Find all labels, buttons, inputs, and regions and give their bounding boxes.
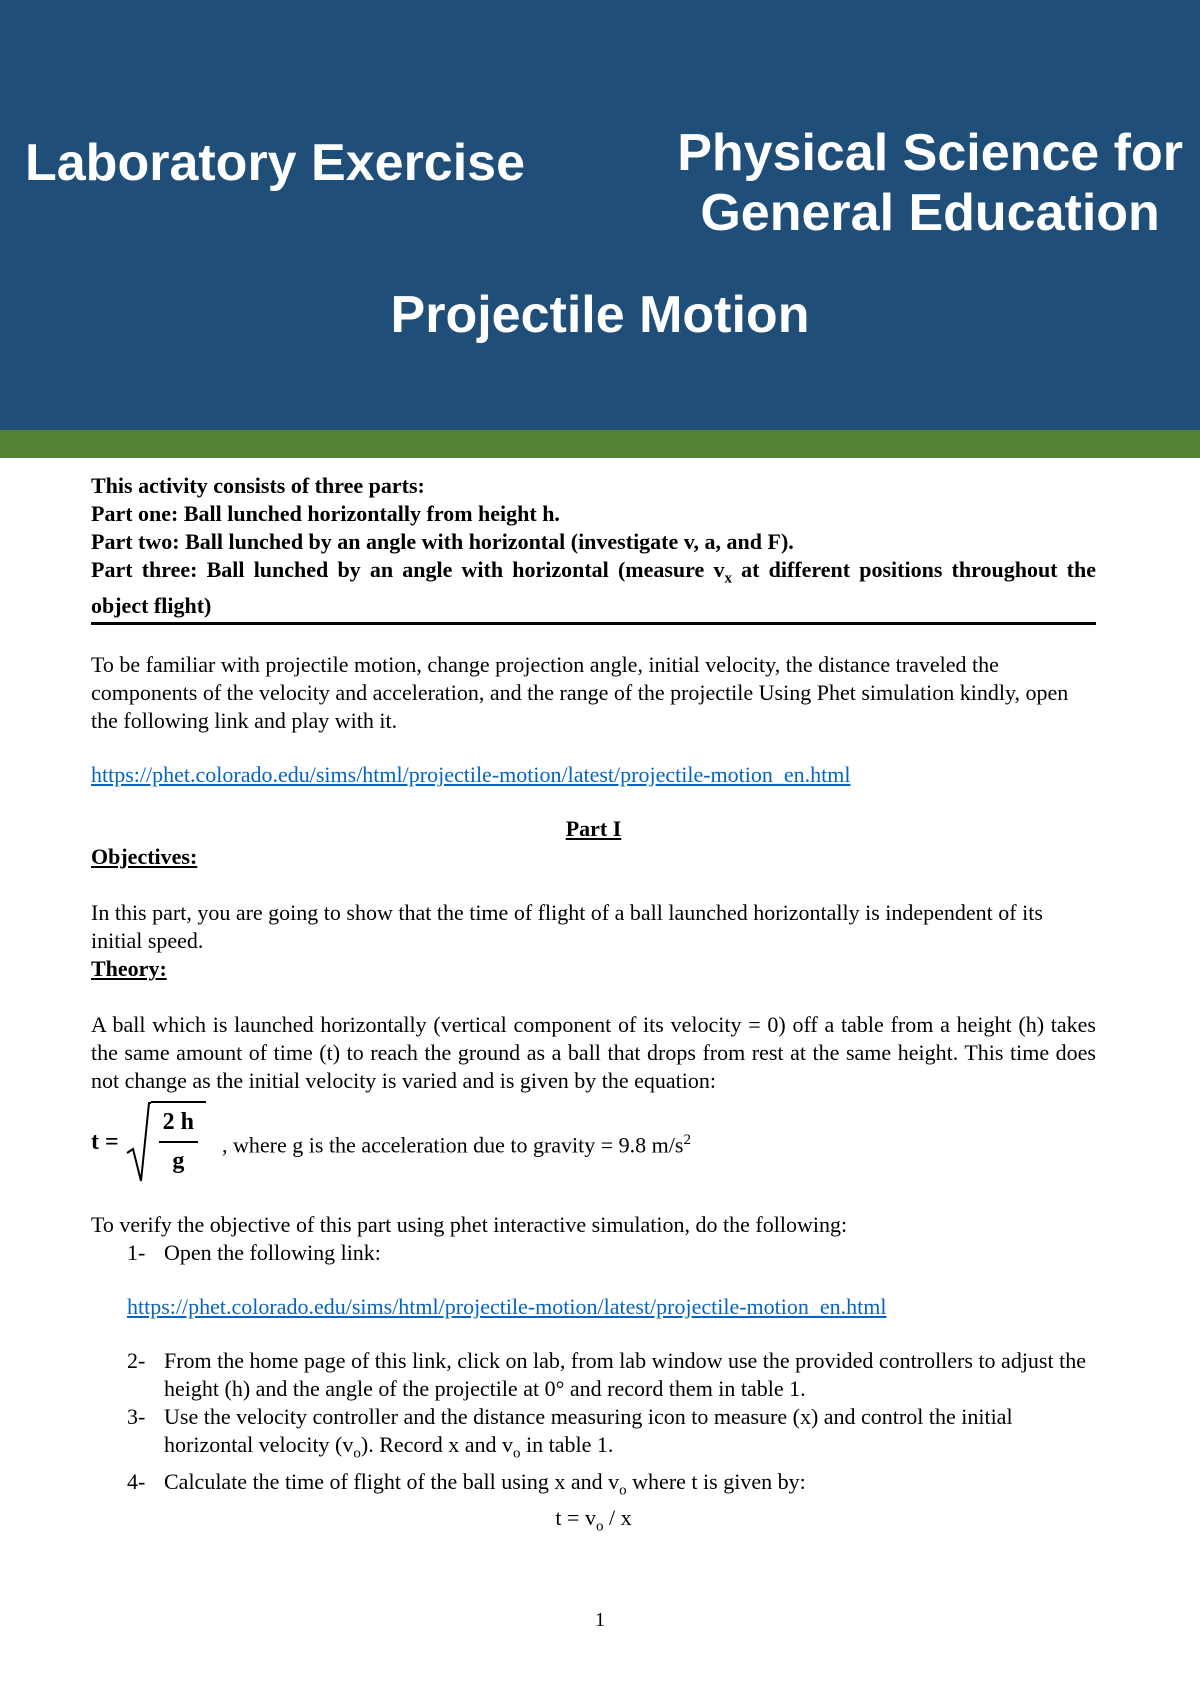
formula-lhs: t =	[91, 1129, 119, 1156]
section-divider	[91, 622, 1096, 625]
parts-overview	[91, 472, 1096, 620]
objectives-heading: Objectives:	[91, 844, 198, 870]
time-formula	[91, 1097, 1096, 1187]
topic-title: Projectile Motion	[390, 286, 810, 344]
step-4: 4- Calculate the time of flight of the ball using x and $v_o$ where t is given by:	[127, 1468, 806, 1499]
part-three-summary: Part three: Ball lunched by an angle with horizontal (measure $v_x$ at different positions throughout the object flight)	[91, 557, 1096, 619]
part-one-title: Part I	[565, 816, 622, 842]
step-2: 2- From the home page of this link, click on lab, from lab window use the provided controllers to adjust the height (h) and the angle of the projectile at 0° and record them in table 1.	[127, 1348, 1086, 1402]
procedure-steps-continued	[91, 1347, 1096, 1504]
sim-link-1[interactable]: https://phet.colorado.edu/sims/html/projectile-motion/latest/projectile-motion_en.html	[91, 762, 851, 788]
square-root	[125, 1101, 206, 1183]
accent-bar	[0, 430, 1200, 458]
formula-note: , where g is the acceleration due to gravity = 9.8 $m/s^2$	[222, 1131, 691, 1158]
course-title-line-1: Physical Science for	[677, 124, 1183, 182]
course-title-line-2: General Education	[700, 184, 1160, 242]
document-body	[91, 472, 1096, 1541]
formula-numerator: 2 h	[159, 1105, 198, 1143]
step-1: 1- Open the following link:	[127, 1240, 381, 1266]
familiar-paragraph: To be familiar with projectile motion, change projection angle, initial velocity, the distance traveled the components of the velocity and acceleration, and the range of the projectile Using Phet simulation kindly, open the following link and play with it.	[91, 652, 1069, 734]
radical-sign-icon	[125, 1101, 151, 1183]
theory-heading: Theory:	[91, 956, 167, 982]
procedure-steps	[91, 1239, 1096, 1267]
objectives-text: In this part, you are going to show that the time of flight of a ball launched horizontally is independent of its initial speed.	[91, 900, 1043, 954]
part-one-summary: Part one: Ball lunched horizontally from height h.	[91, 501, 560, 526]
formula-fraction	[151, 1101, 206, 1183]
verify-text: To verify the objective of this part using phet interactive simulation, do the following:	[91, 1212, 848, 1238]
step-3: 3- Use the velocity controller and the distance measuring icon to measure (x) and control the initial horizontal velocity $(v_o)$. Record x and $v_o$ in table 1.	[127, 1404, 1013, 1462]
page-number: 1	[595, 1609, 605, 1631]
parts-heading: This activity consists of three parts:	[91, 473, 425, 498]
formula-denominator: g	[172, 1148, 185, 1175]
sim-link-2[interactable]: https://phet.colorado.edu/sims/html/projectile-motion/latest/projectile-motion_en.html	[127, 1294, 887, 1320]
lab-exercise-title: Laboratory Exercise	[25, 134, 526, 192]
part-two-summary: Part two: Ball lunched by an angle with horizontal (investigate v, a, and F).	[91, 529, 794, 554]
course-title	[677, 123, 1183, 243]
title-banner	[0, 0, 1200, 430]
theory-text: A ball which is launched horizontally (vertical component of its velocity = 0) off a table from a height (h) takes the same amount of time (t) to reach the ground as a ball that drops from rest at the same height. This time does not change as the initial velocity is varied and is given by the equation:	[91, 1012, 1096, 1094]
time-equation: $t = v_o / x$	[555, 1505, 632, 1535]
